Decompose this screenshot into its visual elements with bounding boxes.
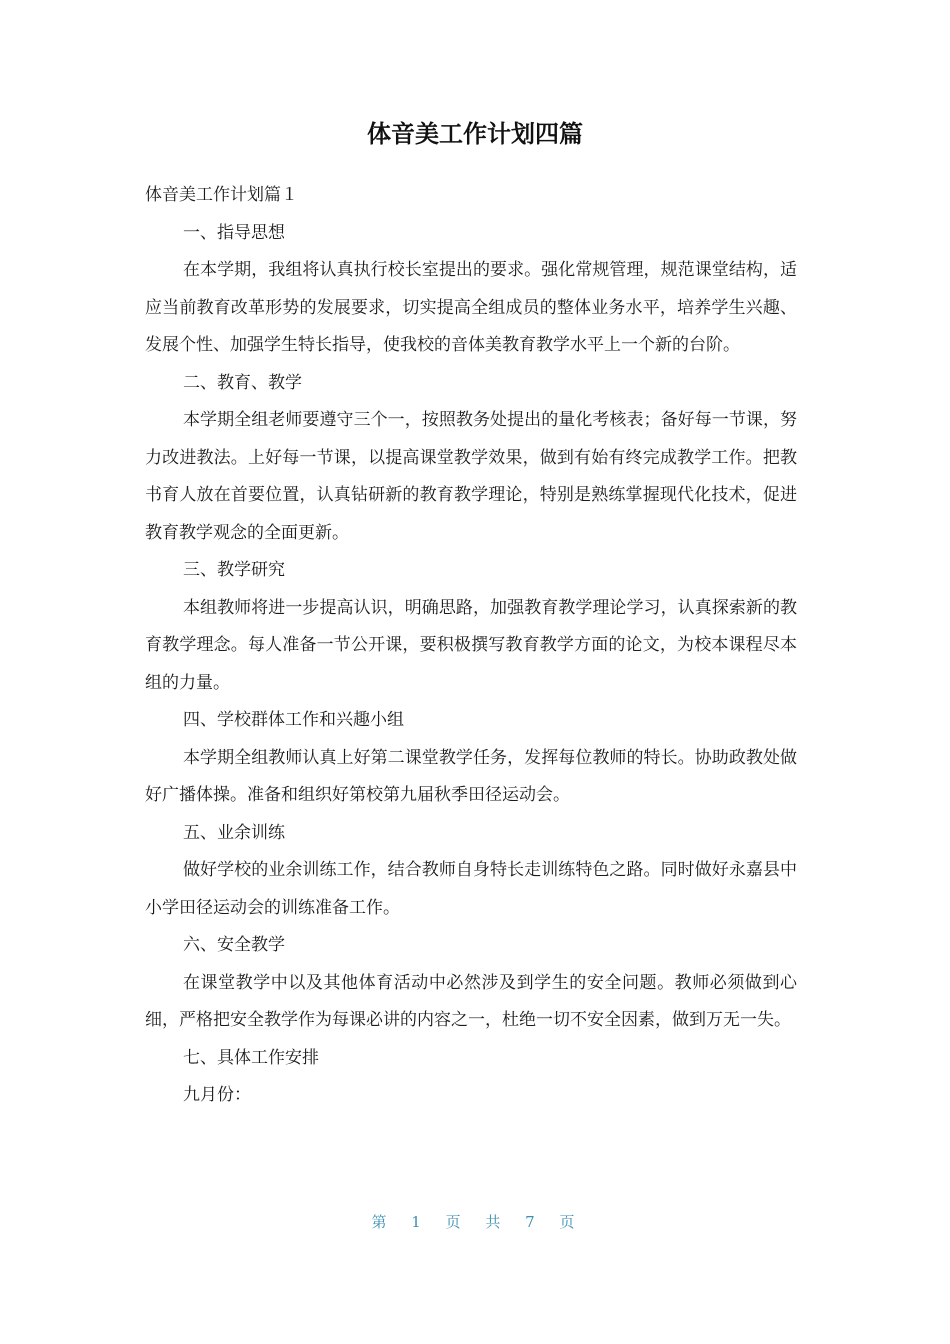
page-number-footer: 第 1 页 共 7 页 (371, 1213, 579, 1231)
heading-guiding-thought: 一、指导思想 (183, 222, 285, 243)
heading-safety-teaching: 六、安全教学 (183, 935, 285, 955)
paragraph-teaching-research: 本组教师将进一步提高认识，明确思路，加强教育教学理论学习，认真探索新的教育教学理念。每人准备一节公开课，要积极撰写教育教学方面的论文，为校本课程尽本组的力量。 (145, 597, 797, 693)
paragraph-september: 九月份： (183, 1085, 251, 1105)
heading-work-schedule: 七、具体工作安排 (183, 1047, 319, 1068)
document-body (145, 177, 797, 1115)
heading-teaching-research: 三、教学研究 (183, 560, 285, 580)
paragraph-amateur-training: 做好学校的业余训练工作，结合教师自身特长走训练特色之路。同时做好永嘉县中小学田径运动会的训练准备工作。 (145, 860, 797, 918)
paragraph-safety-teaching: 在课堂教学中以及其他体育活动中必然涉及到学生的安全问题。教师必须做到心细，严格把安全教学作为每课必讲的内容之一，杜绝一切不安全因素，做到万无一失。 (145, 972, 797, 1030)
paragraph-group-activities: 本学期全组教师认真上好第二课堂教学任务，发挥每位教师的特长。协助政教处做好广播体操。准备和组织好第校第九届秋季田径运动会。 (145, 747, 797, 805)
paragraph-education-teaching: 本学期全组老师要遵守三个一，按照教务处提出的量化考核表；备好每一节课，努力改进教法。上好每一节课，以提高课堂教学效果，做到有始有终完成教学工作。把教书育人放在首要位置，认真钻研新的教育教学理论，特别是熟练掌握现代化技术，促进教育教学观念的全面更新。 (145, 410, 797, 543)
section-subtitle: 体音美工作计划篇１ (145, 185, 298, 205)
heading-group-activities: 四、学校群体工作和兴趣小组 (183, 710, 404, 730)
heading-education-teaching: 二、教育、教学 (183, 372, 302, 393)
document-title: 体音美工作计划四篇 (367, 120, 583, 148)
paragraph-guiding-thought: 在本学期，我组将认真执行校长室提出的要求。强化常规管理，规范课堂结构，适应当前教育改革形势的发展要求，切实提高全组成员的整体业务水平，培养学生兴趣、发展个性、加强学生特长指导，使我校的音体美教育教学水平上一个新的台阶。 (145, 260, 797, 355)
heading-amateur-training: 五、业余训练 (183, 822, 285, 843)
